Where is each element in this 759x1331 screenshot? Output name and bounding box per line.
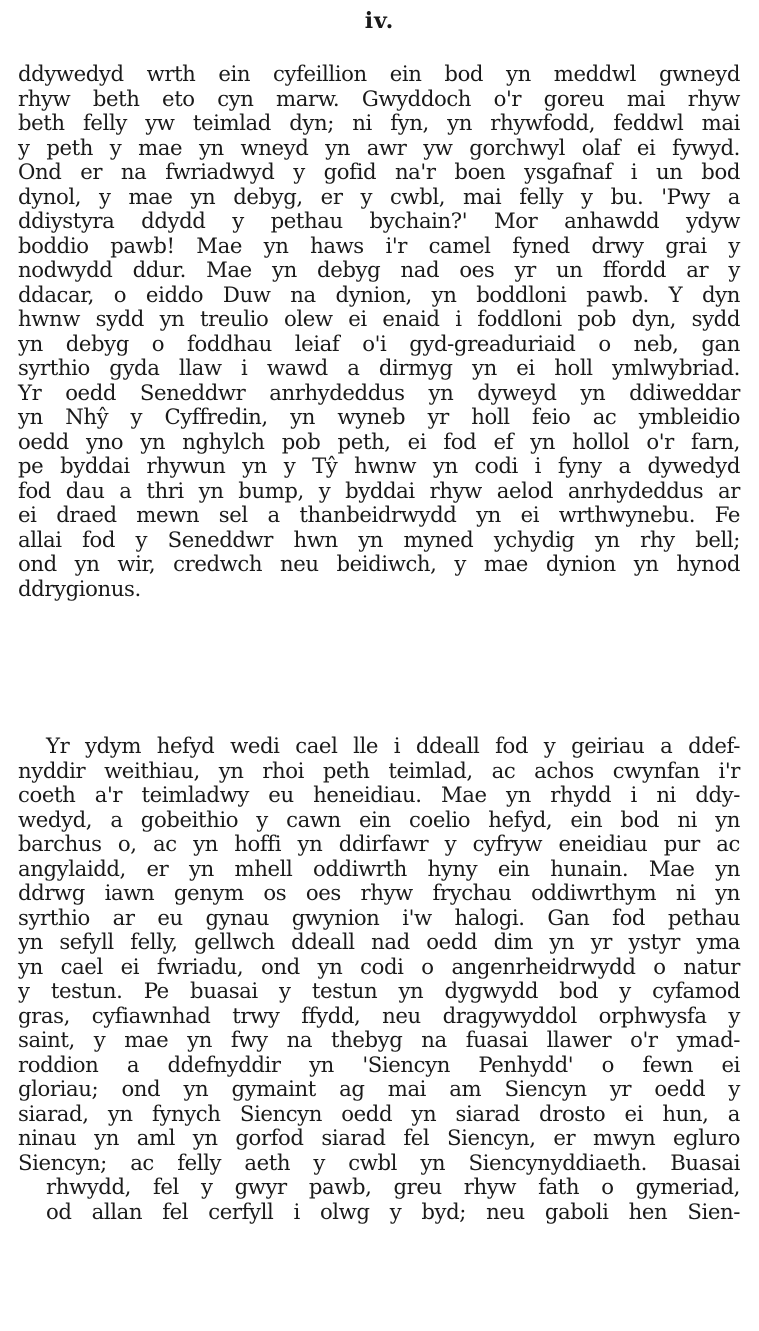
paragraph-1 <box>18 62 740 601</box>
text-line: yn sefyll felly, gellwch ddeall nad oedd dim yn yr ystyr yma <box>18 929 740 954</box>
text-line: gloriau; ond yn gymaint ag mai am Siencyn yr oedd y <box>18 1076 740 1101</box>
text-line: yn cael ei fwriadu, ond yn codi o angenrheidrwydd o natur <box>18 953 740 979</box>
page-number: iv. <box>364 8 395 34</box>
text-line: siarad, yn fynych Siencyn oedd yn siarad drosto ei hun, a <box>18 1100 740 1126</box>
text-line: Siencyn; ac felly aeth y cwbl yn Siencynyddiaeth. Buasai <box>18 1149 740 1175</box>
text-line: angylaidd, er yn mhell oddiwrth hyny ein hunain. Mae yn <box>18 855 740 881</box>
text-line: boddio pawb! Mae yn haws i'r camel fyned drwy grai y <box>18 232 740 258</box>
text-line: ddrwg iawn genym os oes rhyw frychau oddiwrthym ni yn <box>18 880 740 905</box>
text-line: syrthio ar eu gynau gwynion i'w halogi. Gan fod pethau <box>18 904 740 930</box>
text-line: yn Nhŷ y Cyffredin, yn wyneb yr holl feio ac ymbleidio <box>18 404 740 429</box>
text-line: od allan fel cerfyll i olwg y byd; neu gaboli hen Sien- <box>46 1198 740 1224</box>
text-line: rhwydd, fel y gwyr pawb, greu rhyw fath o gymeriad, <box>46 1174 740 1199</box>
text-line: ninau yn aml yn gorfod siarad fel Siencyn, er mwyn egluro <box>18 1125 740 1150</box>
text-line: roddion a ddefnyddir yn 'Siencyn Penhydd' o fewn ei <box>18 1051 740 1077</box>
text-line: Yr oedd Seneddwr anrhydeddus yn dyweyd yn ddiweddar <box>18 379 740 405</box>
paragraph-2 <box>18 734 740 1224</box>
text-line: oedd yno yn nghylch pob peth, ei fod ef yn hollol o'r farn, <box>18 428 740 454</box>
text-line: nodwydd ddur. Mae yn debyg nad oes yr un ffordd ar y <box>18 257 740 282</box>
text-line: Ond er na fwriadwyd y gofid na'r boen ysgafnaf i un bod <box>18 159 740 184</box>
text-line: yn debyg o foddhau leiaf o'i gyd-greaduriaid o neb, gan <box>18 330 740 356</box>
text-line: ddiystyra ddydd y pethau bychain?' Mor anhawdd ydyw <box>18 208 740 233</box>
text-line: ddacar, o eiddo Duw na dynion, yn boddloni pawb. Y dyn <box>18 281 740 307</box>
text-line: coeth a'r teimladwy eu heneidiau. Mae yn rhydd i ni ddy- <box>18 782 740 807</box>
text-line: ond yn wir, credwch neu beidiwch, y mae dynion yn hynod <box>18 551 740 576</box>
text-line: ei draed mewn sel a thanbeidrwydd yn ei wrthwynebu. Fe <box>18 502 740 527</box>
text-line: pe byddai rhywun yn y Tŷ hwnw yn codi i fyny a dywedyd <box>18 453 740 478</box>
text-line: dynol, y mae yn debyg, er y cwbl, mai felly y bu. 'Pwy a <box>18 183 740 209</box>
text-line: ddrygionus. <box>18 575 141 601</box>
text-line: ddywedyd wrth ein cyfeillion ein bod yn meddwl gwneyd <box>18 61 740 86</box>
text-line: Yr ydym hefyd wedi cael lle i ddeall fod y geiriau a ddef- <box>46 733 740 758</box>
text-line: y testun. Pe buasai y testun yn dygwydd bod y cyfamod <box>18 978 740 1003</box>
text-line: saint, y mae yn fwy na thebyg na fuasai llawer o'r ymad- <box>18 1027 740 1052</box>
text-line: fod dau a thri yn bump, y byddai rhyw aelod anrhydeddus ar <box>18 477 740 503</box>
text-line: allai fod y Seneddwr hwn yn myned ychydig yn rhy bell; <box>18 526 740 552</box>
text-line: hwnw sydd yn treulio olew ei enaid i foddloni pob dyn, sydd <box>18 306 740 331</box>
text-line: syrthio gyda llaw i wawd a dirmyg yn ei holl ymlwybriad. <box>18 355 740 380</box>
text-line: gras, cyfiawnhad trwy ffydd, neu dragywyddol orphwysfa y <box>18 1002 740 1028</box>
text-line: wedyd, a gobeithio y cawn ein coelio hefyd, ein bod ni yn <box>18 806 740 832</box>
text-line: nyddir weithiau, yn rhoi peth teimlad, ac achos cwynfan i'r <box>18 757 740 783</box>
text-line: barchus o, ac yn hoffi yn ddirfawr y cyfryw eneidiau pur ac <box>18 831 740 856</box>
text-line: beth felly yw teimlad dyn; ni fyn, yn rhywfodd, feddwl mai <box>18 110 740 135</box>
text-line: y peth y mae yn wneyd yn awr yw gorchwyl olaf ei fywyd. <box>18 134 740 160</box>
text-line: rhyw beth eto cyn marw. Gwyddoch o'r goreu mai rhyw <box>18 85 740 111</box>
